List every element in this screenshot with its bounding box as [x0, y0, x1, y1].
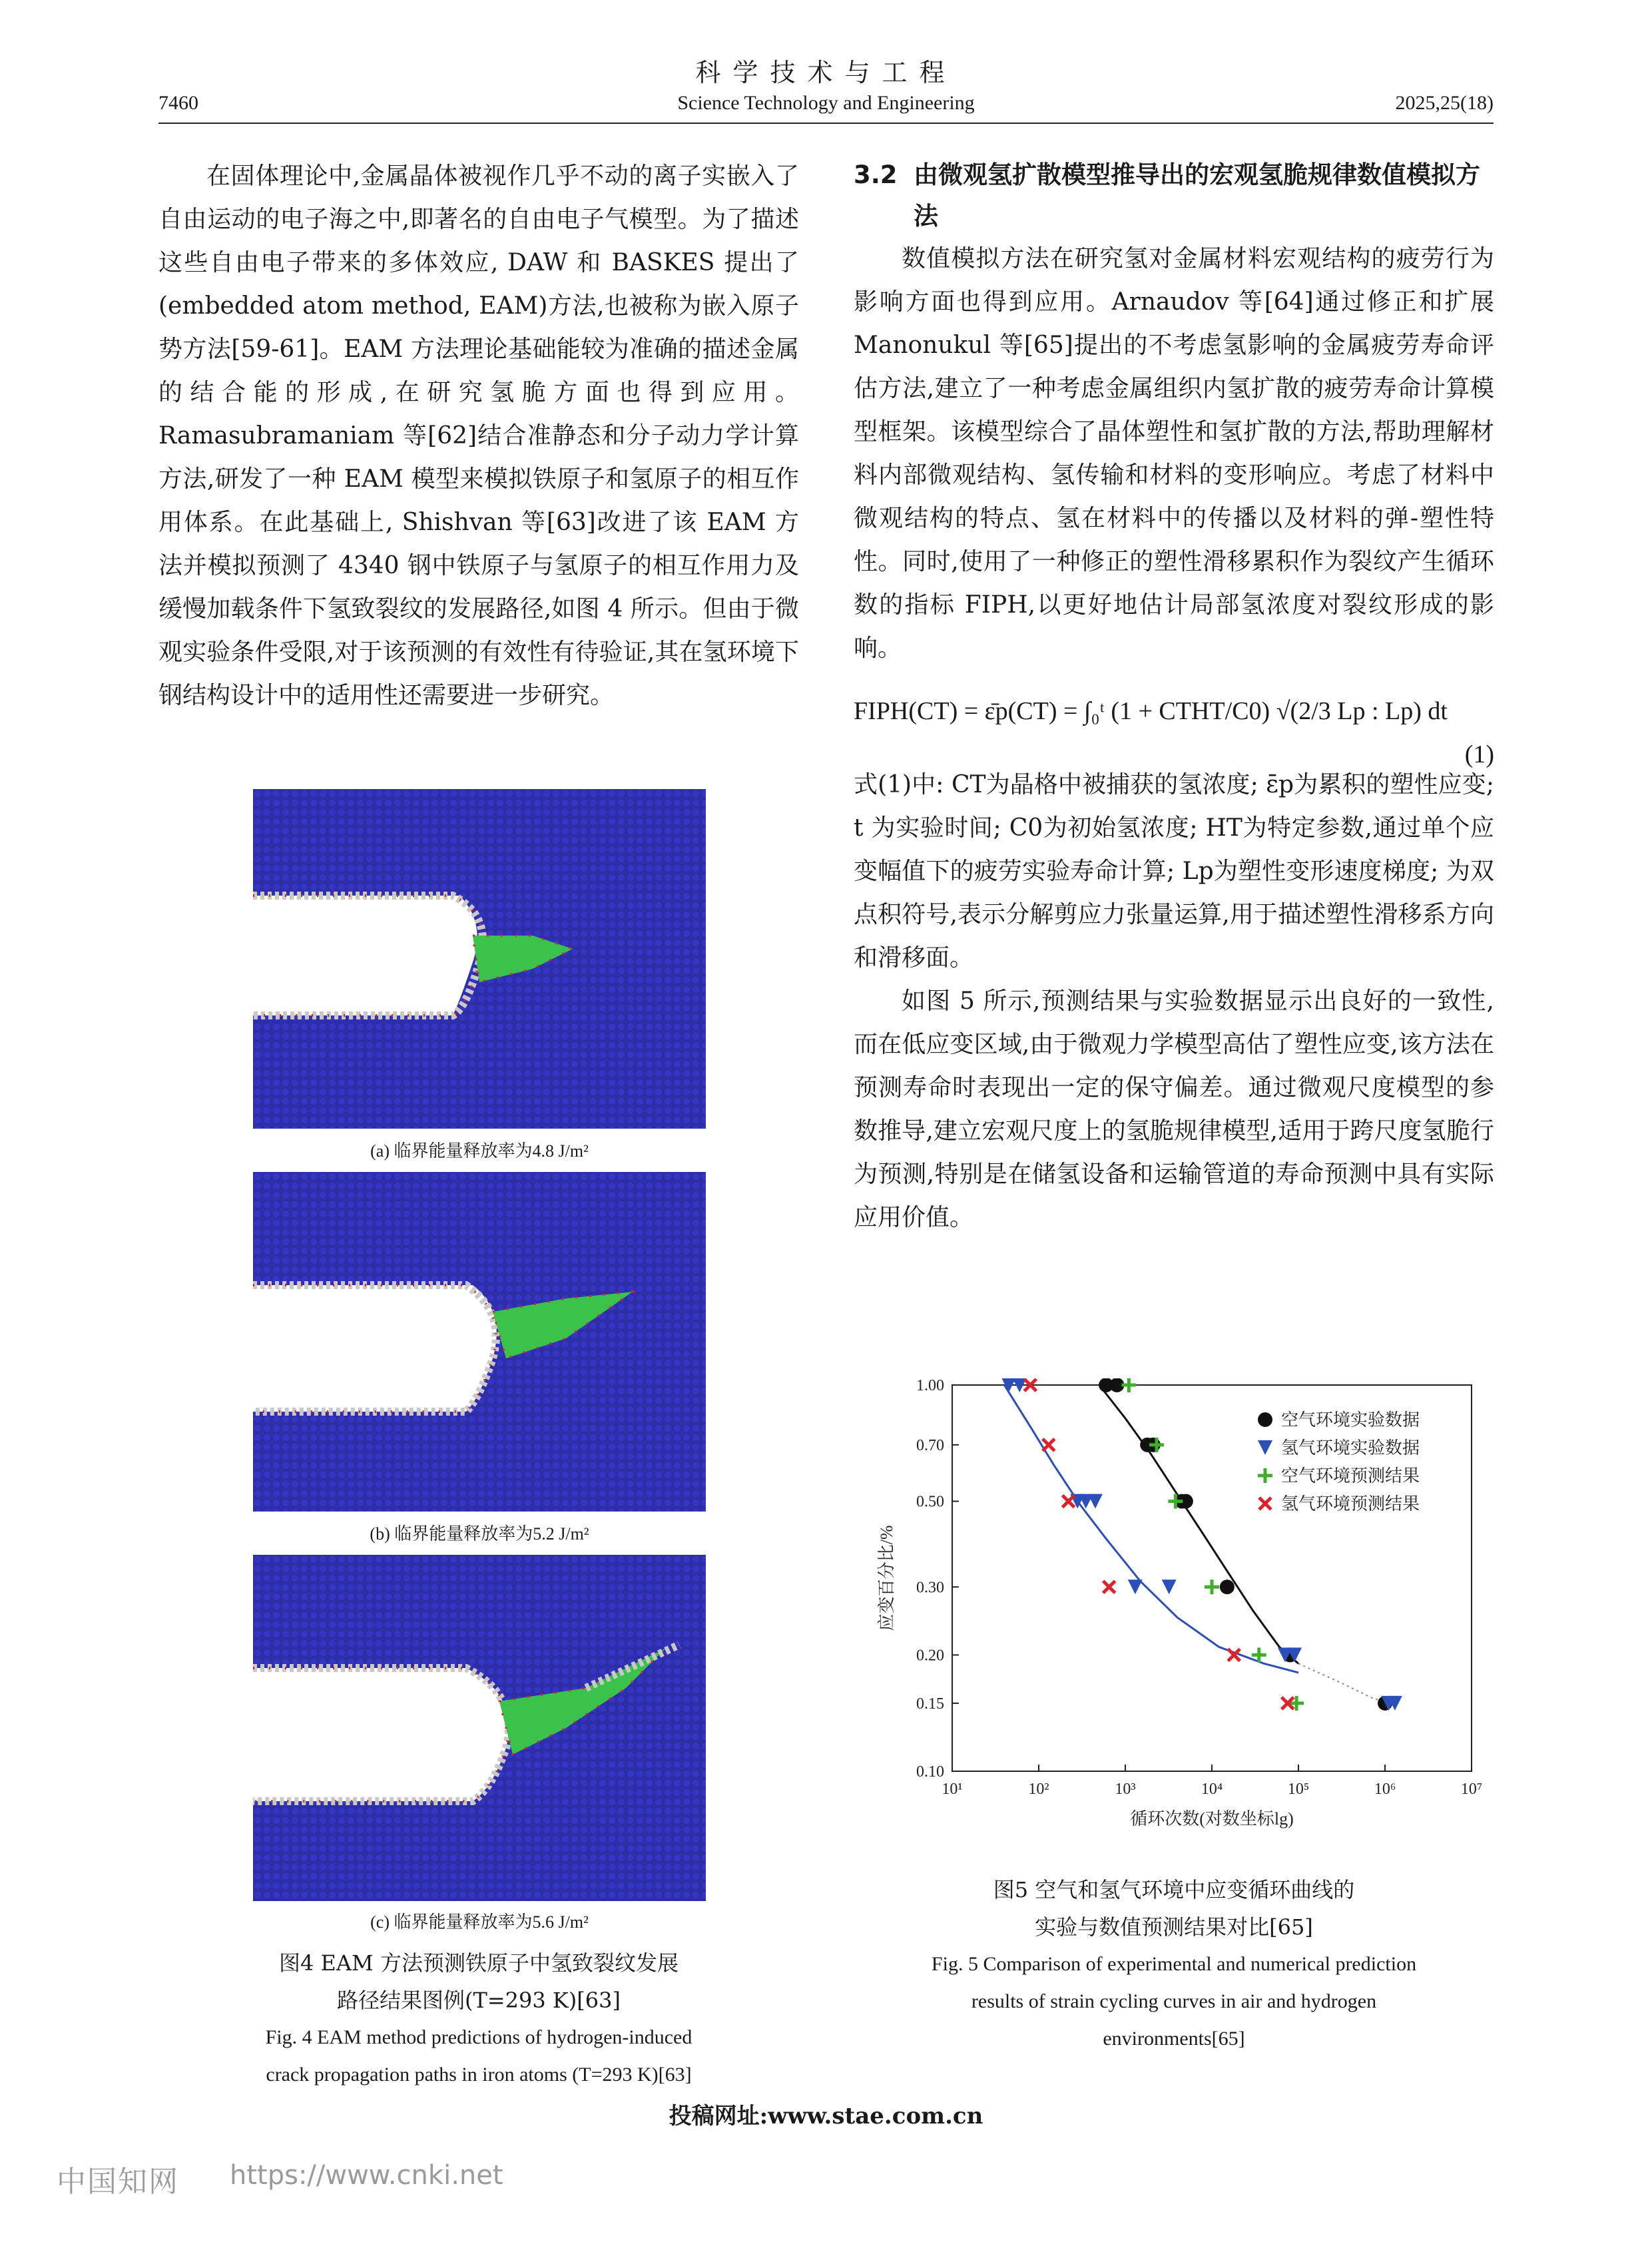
figure4-caption-cn-1: 图4 EAM 方法预测铁原子中氢致裂纹发展 [279, 1950, 679, 1976]
figure4-sub-caption-c: (c) 临界能量释放率为5.6 J/m² [370, 1912, 589, 1932]
strain-cycle-chart [866, 1378, 1492, 1858]
x-tick-label: 10⁶ [1374, 1781, 1396, 1798]
cnki-logo: 中国知网 [57, 2165, 179, 2199]
x-tick-label: 10⁴ [1201, 1781, 1223, 1798]
figure4-panel-a [253, 789, 706, 1129]
legend-marker-circle [1258, 1412, 1272, 1427]
y-tick-label: 0.20 [916, 1647, 944, 1665]
figure5-chart [866, 1378, 1492, 1858]
equation-1 [854, 677, 1494, 768]
data-point-x [1103, 1581, 1115, 1593]
x-tick-label: 10⁵ [1287, 1781, 1310, 1798]
equation-body: FIPH(CT) = ε̄p(CT) = ∫₀ᵗ (1 + CTHT/C0) √(2/3 Lp : Lp) dt [854, 697, 1448, 725]
figure4-sub-caption-b: (b) 临界能量释放率为5.2 J/m² [370, 1524, 589, 1543]
paragraph-eam: 在固体理论中,金属晶体被视作几乎不动的离子实嵌入了自由运动的电子海之中,即著名的自由电子气模型。为了描述这些自由电子带来的多体效应, DAW 和 BASKES 提出了(embedded atom method, EAM)方法,也被称为嵌入原子势方法[59-61]。EAM 方法理论基础能较为准确的描述金属的结合能的形成,在研究氢脆方面也得到应用。Ramasubramaniam 等[62]结合准静态和分子动力学计算方法,研发了一种 EAM 模型来模拟铁原子和氢原子的相互作用体系。在此基础上, Shishvan 等[63]改进了该 EAM 方法并模拟预测了 4340 钢中铁原子与氢原子的相互作用力及缓慢加载条件下氢致裂纹的发展路径,如图 4 所示。但由于微观实验条件受限,对于该预测的有效性有待验证,其在氢环境下钢结构设计中的适用性还需要进一步研究。 [158, 162, 799, 709]
x-tick-label: 10³ [1115, 1781, 1136, 1798]
crack-simulation-b [253, 1172, 706, 1512]
figure4-caption-en-2: crack propagation paths in iron atoms (T=293 K)[63] [266, 2064, 692, 2086]
page-number: 7460 [158, 92, 198, 114]
crack-simulation-c [253, 1555, 706, 1901]
right-column [854, 154, 1494, 1239]
figure5-caption [854, 1871, 1494, 2058]
data-point-x [1043, 1439, 1055, 1451]
figure5-caption-en-2: results of strain cycling curves in air and hydrogen [971, 1990, 1377, 2012]
data-point-x [1063, 1496, 1075, 1508]
x-axis-label: 循环次数(对数坐标lg) [1130, 1809, 1294, 1828]
journal-title-cn: 科学技术与工程 [695, 58, 957, 87]
data-point-triangle-down [1162, 1579, 1177, 1594]
y-tick-label: 0.15 [916, 1695, 944, 1713]
legend-label: 空气环境预测结果 [1281, 1466, 1420, 1486]
x-tick-label: 10¹ [942, 1781, 963, 1798]
legend-marker-x [1259, 1498, 1271, 1510]
section-number: 3.2 [854, 160, 898, 189]
y-axis-label: 应变百分比/% [877, 1525, 896, 1631]
figure5-caption-en-1: Fig. 5 Comparison of experimental and numerical prediction [931, 1953, 1417, 1975]
crack-simulation-a [253, 789, 706, 1129]
paragraph-formula-explain: 式(1)中: CT为晶格中被捕获的氢浓度; ε̄p为累积的塑性应变; t 为实验时间; C0为初始氢浓度; HT为特定参数,通过单个应变幅值下的疲劳实验寿命计算; Lp为塑性变形速度梯度; 为双点积符号,表示分解剪应力张量运算,用于描述塑性滑移系方向和滑移面。 [854, 771, 1494, 972]
figure4-sub-caption-a: (a) 临界能量释放率为4.8 J/m² [370, 1141, 589, 1161]
figure4-caption-cn-2: 路径结果图例(T=293 K)[63] [337, 1988, 621, 2013]
figure5-caption-en-3: environments[65] [1103, 2028, 1245, 2050]
equation-number: (1) [1464, 740, 1494, 768]
figure4-caption [158, 1944, 799, 2094]
curve-air-fit [1099, 1385, 1298, 1663]
legend-marker-plus [1258, 1468, 1272, 1483]
left-column [158, 154, 799, 717]
y-tick-label: 0.50 [916, 1493, 944, 1511]
y-tick-label: 1.00 [916, 1378, 944, 1394]
data-point-plus [1121, 1378, 1136, 1392]
legend-label: 氢气环境预测结果 [1281, 1494, 1420, 1514]
figure4-panel-b [253, 1172, 706, 1512]
data-point-plus [1205, 1579, 1219, 1594]
legend-marker-triangle-down [1258, 1440, 1272, 1455]
x-tick-label: 10⁷ [1460, 1781, 1483, 1798]
legend-label: 氢气环境实验数据 [1281, 1438, 1420, 1458]
journal-title-en: Science Technology and Engineering [677, 92, 975, 114]
data-point-triangle-down [1088, 1494, 1103, 1509]
paragraph-numerical: 数值模拟方法在研究氢对金属材料宏观结构的疲劳行为影响方面也得到应用。Arnaudov 等[64]通过修正和扩展 Manonukul 等[65]提出的不考虑氢影响的金属疲劳寿命评估方法,建立了一种考虑金属组织内氢扩散的疲劳寿命计算模型框架。该模型综合了晶体塑性和氢扩散的方法,帮助理解材料内部微观结构、氢传输和材料的变形响应。考虑了材料中微观结构的特点、氢在材料中的传播以及材料的弹-塑性特性。同时,使用了一种修正的塑性滑移累积作为裂纹产生循环数的指标 FIPH,以更好地估计局部氢浓度对裂纹形成的影响。 [854, 245, 1494, 662]
paragraph-figure5: 如图 5 所示,预测结果与实验数据显示出良好的一致性,而在低应变区域,由于微观力学模型高估了塑性应变,该方法在预测寿命时表现出一定的保守偏差。通过微观尺度模型的参数推导,建立宏观尺度上的氢脆规律模型,适用于跨尺度氢脆行为预测,特别是在储氢设备和运输管道的寿命预测中具有实际应用价值。 [854, 987, 1494, 1231]
submission-url: 投稿网址:www.stae.com.cn [669, 2103, 983, 2129]
y-tick-label: 0.70 [916, 1436, 944, 1454]
volume-issue: 2025,25(18) [1395, 92, 1494, 114]
figure4-panel-c [253, 1555, 706, 1901]
x-tick-label: 10² [1028, 1781, 1049, 1798]
curve-hydrogen-fit [1004, 1385, 1298, 1673]
y-tick-label: 0.10 [916, 1763, 944, 1781]
y-tick-label: 0.30 [916, 1579, 944, 1597]
figure5-caption-cn-2: 实验与数值预测结果对比[65] [1035, 1914, 1313, 1940]
cnki-url[interactable]: https://www.cnki.net [230, 2160, 503, 2191]
header-rule [158, 123, 1494, 124]
data-point-circle [1220, 1579, 1235, 1594]
legend-label: 空气环境实验数据 [1281, 1410, 1420, 1430]
section-title: 由微观氢扩散模型推导出的宏观氢脆规律数值模拟方法 [914, 160, 1480, 230]
curve-extrapolation [1298, 1663, 1388, 1703]
section-heading [854, 154, 1494, 237]
figure4-caption-en-1: Fig. 4 EAM method predictions of hydrogen-induced [265, 2026, 692, 2048]
figure5-caption-cn-1: 图5 空气和氢气环境中应变循环曲线的 [993, 1877, 1355, 1902]
data-point-triangle-down [1128, 1579, 1143, 1594]
